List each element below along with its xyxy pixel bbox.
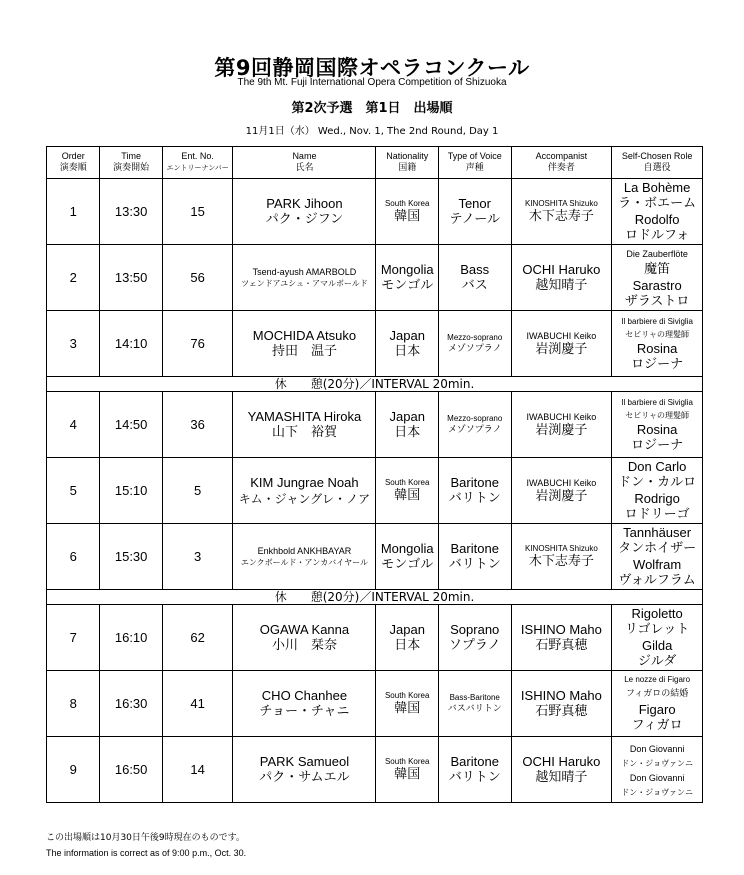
table-row <box>47 245 703 311</box>
accompanist-cell: IWABUCHI Keiko 岩渕慶子 <box>511 392 612 458</box>
voice-cell: Mezzo-soprano メゾソプラノ <box>438 311 511 377</box>
header-row <box>47 147 703 179</box>
time-cell: 16:50 <box>100 737 162 803</box>
entry-cell: 56 <box>162 245 233 311</box>
nationality-cell: Mongolia モンゴル <box>376 524 438 590</box>
page-subtitle: The 9th Mt. Fuji International Opera Competition of Shizuoka <box>237 77 507 88</box>
table-row <box>47 392 703 458</box>
col-order-header: Order 演奏順 <box>47 147 100 179</box>
order-cell: 4 <box>47 392 100 458</box>
accompanist-cell: IWABUCHI Keiko 岩渕慶子 <box>511 458 612 524</box>
voice-cell: Tenor テノール <box>438 179 511 245</box>
interval-label: 休 憩(20分)／INTERVAL 20min. <box>47 590 703 605</box>
voice-cell: Mezzo-soprano メゾソプラノ <box>438 392 511 458</box>
nationality-cell: South Korea 韓国 <box>376 179 438 245</box>
time-cell: 16:10 <box>100 605 162 671</box>
order-cell: 2 <box>47 245 100 311</box>
accompanist-cell: KINOSHITA Shizuko 木下志寿子 <box>511 524 612 590</box>
table-row <box>47 737 703 803</box>
table-row <box>47 524 703 590</box>
performance-order-table <box>46 146 703 803</box>
role-cell: Don Giovanni ドン・ジョヴァンニ Don Giovanni ドン・ジョヴァンニ <box>612 737 703 803</box>
entry-cell: 14 <box>162 737 233 803</box>
nationality-cell: Japan 日本 <box>376 392 438 458</box>
nationality-cell: Japan 日本 <box>376 605 438 671</box>
time-cell: 14:50 <box>100 392 162 458</box>
role-cell: Le nozze di Figaro フィガロの結婚 Figaro フィガロ <box>612 671 703 737</box>
role-cell: Tannhäuser タンホイザー Wolfram ヴォルフラム <box>612 524 703 590</box>
accompanist-cell: ISHINO Maho 石野真穂 <box>511 605 612 671</box>
entry-cell: 76 <box>162 311 233 377</box>
role-cell: Rigoletto リゴレット Gilda ジルダ <box>612 605 703 671</box>
time-cell: 15:30 <box>100 524 162 590</box>
col-nationality-header: Nationality 国籍 <box>376 147 438 179</box>
interval-row <box>47 377 703 392</box>
name-cell: YAMASHITA Hiroka 山下 裕賀 <box>233 392 376 458</box>
table-row <box>47 458 703 524</box>
order-cell: 8 <box>47 671 100 737</box>
entry-cell: 36 <box>162 392 233 458</box>
col-entry-header: Ent. No. エントリーナンバー <box>162 147 233 179</box>
order-cell: 5 <box>47 458 100 524</box>
role-cell: La Bohème ラ・ボエーム Rodolfo ロドルフォ <box>612 179 703 245</box>
entry-cell: 15 <box>162 179 233 245</box>
order-cell: 7 <box>47 605 100 671</box>
nationality-cell: Mongolia モンゴル <box>376 245 438 311</box>
name-cell: KIM Jungrae Noah キム・ジャングレ・ノア <box>233 458 376 524</box>
name-cell: PARK Samueol パク・サムエル <box>233 737 376 803</box>
entry-cell: 5 <box>162 458 233 524</box>
role-cell: Il barbiere di Siviglia セビリャの理髪師 Rosina ロジーナ <box>612 392 703 458</box>
time-cell: 16:30 <box>100 671 162 737</box>
nationality-cell: South Korea 韓国 <box>376 458 438 524</box>
nationality-cell: South Korea 韓国 <box>376 737 438 803</box>
accompanist-cell: ISHINO Maho 石野真穂 <box>511 671 612 737</box>
voice-cell: Baritone バリトン <box>438 524 511 590</box>
role-cell: Il barbiere di Siviglia セビリャの理髪師 Rosina ロジーナ <box>612 311 703 377</box>
time-cell: 15:10 <box>100 458 162 524</box>
time-cell: 13:50 <box>100 245 162 311</box>
order-cell: 9 <box>47 737 100 803</box>
round-date: 11月1日（水） Wed., Nov. 1, The 2nd Round, Day 1 <box>245 126 499 137</box>
nationality-cell: Japan 日本 <box>376 311 438 377</box>
table-row <box>47 671 703 737</box>
table-row <box>47 605 703 671</box>
col-name-header: Name 氏名 <box>233 147 376 179</box>
accompanist-cell: OCHI Haruko 越知晴子 <box>511 245 612 311</box>
name-cell: MOCHIDA Atsuko 持田 温子 <box>233 311 376 377</box>
entry-cell: 62 <box>162 605 233 671</box>
order-cell: 6 <box>47 524 100 590</box>
col-voice-header: Type of Voice 声種 <box>438 147 511 179</box>
name-cell: PARK Jihoon パク・ジフン <box>233 179 376 245</box>
voice-cell: Baritone バリトン <box>438 458 511 524</box>
footer-note-ja: この出場順は10月30日午後9時現在のものです。 <box>46 833 245 843</box>
entry-cell: 41 <box>162 671 233 737</box>
round-heading: 第2次予選 第1日 出場順 <box>291 101 453 116</box>
name-cell: Enkhbold ANKHBAYAR エンクボールド・アンカバイヤール <box>233 524 376 590</box>
name-cell: OGAWA Kanna 小川 栞奈 <box>233 605 376 671</box>
voice-cell: Bass-Baritone バスバリトン <box>438 671 511 737</box>
interval-row <box>47 590 703 605</box>
entry-cell: 3 <box>162 524 233 590</box>
name-cell: CHO Chanhee チョー・チャニ <box>233 671 376 737</box>
accompanist-cell: IWABUCHI Keiko 岩渕慶子 <box>511 311 612 377</box>
role-cell: Die Zauberflöte 魔笛 Sarastro ザラストロ <box>612 245 703 311</box>
voice-cell: Baritone バリトン <box>438 737 511 803</box>
time-cell: 14:10 <box>100 311 162 377</box>
order-cell: 1 <box>47 179 100 245</box>
footer-note-en: The information is correct as of 9:00 p.m., Oct. 30. <box>46 848 247 858</box>
table-row <box>47 311 703 377</box>
page-title: 第9回静岡国際オペラコンクール <box>214 56 530 80</box>
col-time-header: Time 演奏開始 <box>100 147 162 179</box>
order-cell: 3 <box>47 311 100 377</box>
col-role-header: Self-Chosen Role 自選役 <box>612 147 703 179</box>
interval-label: 休 憩(20分)／INTERVAL 20min. <box>47 377 703 392</box>
accompanist-cell: KINOSHITA Shizuko 木下志寿子 <box>511 179 612 245</box>
voice-cell: Bass バス <box>438 245 511 311</box>
name-cell: Tsend-ayush AMARBOLD ツェンドアユシュ・アマルボールド <box>233 245 376 311</box>
table-row <box>47 179 703 245</box>
col-accompanist-header: Accompanist 伴奏者 <box>511 147 612 179</box>
nationality-cell: South Korea 韓国 <box>376 671 438 737</box>
accompanist-cell: OCHI Haruko 越知晴子 <box>511 737 612 803</box>
time-cell: 13:30 <box>100 179 162 245</box>
voice-cell: Soprano ソプラノ <box>438 605 511 671</box>
role-cell: Don Carlo ドン・カルロ Rodrigo ロドリーゴ <box>612 458 703 524</box>
